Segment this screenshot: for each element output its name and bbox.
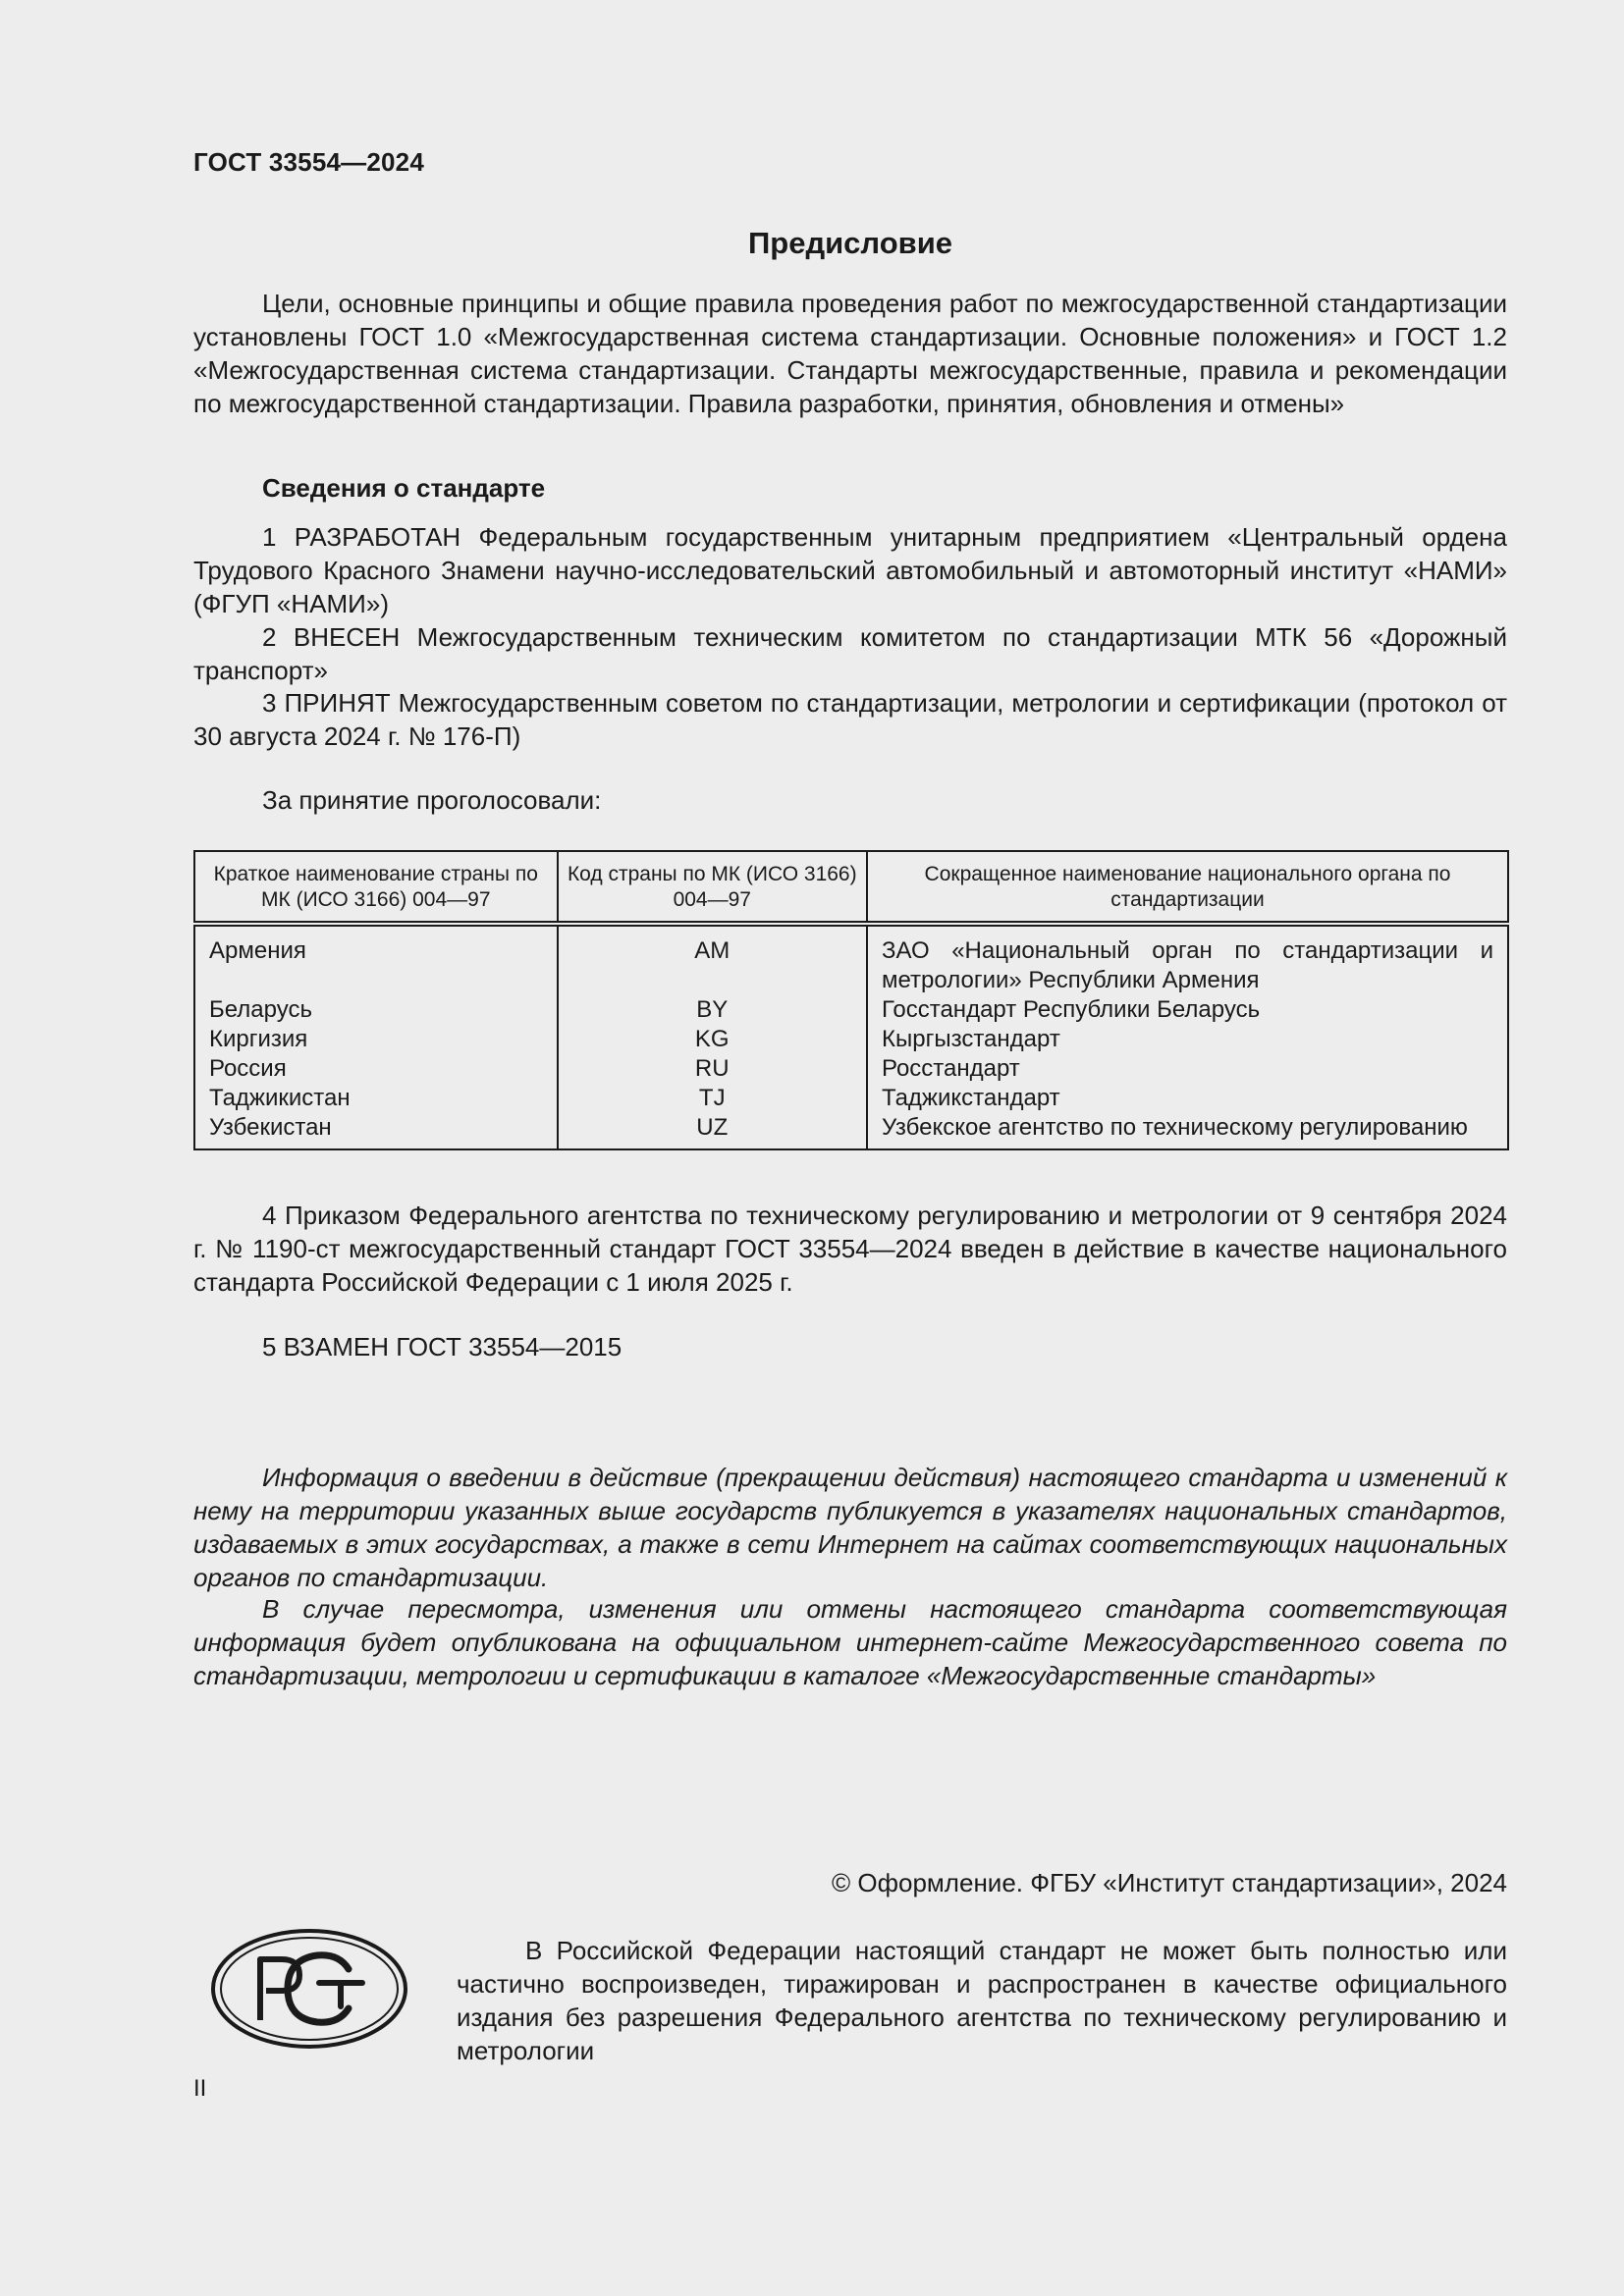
voted-label: За принятие проголосовали: (262, 785, 602, 815)
code-cell: UZ (558, 1113, 867, 1149)
table-row (194, 995, 1508, 1025)
country-cell: Узбекистан (194, 1113, 558, 1149)
page-title: Предисловие (747, 226, 952, 260)
country-cell: Киргизия (194, 1025, 558, 1054)
organization-cell: Госстандарт Республики Беларусь (882, 996, 1261, 1023)
table-row (194, 1113, 1508, 1149)
revision-notice: В случае пересмотра, изменения или отмены настоящего стандарта соответствующая информация будет опубликована на официальном интернет-сайте Межгосударственного совета по стандартизации, метрологии и сертификации в каталоге «Межгосударственные стандарты» (193, 1594, 1507, 1690)
info-item-1: 1 РАЗРАБОТАН Федеральным государственным унитарным предприятием «Центральный ордена Трудового Красного Знамени научно-исследовательский автомобильный и автомоторный институт «НАМИ» (ФГУП «НАМИ») (193, 522, 1507, 618)
info-item-5: 5 ВЗАМЕН ГОСТ 33554—2015 (262, 1332, 623, 1362)
organization-cell: Кыргызстандарт (882, 1026, 1060, 1052)
table-row (194, 1084, 1508, 1113)
organization-cell: Росстандарт (882, 1055, 1020, 1082)
column-header-code: Код страны по МК (ИСО 3166) 004—97 (558, 851, 867, 924)
organization-line: ЗАО «Национальный орган по стандартизации и (882, 937, 1493, 964)
column-header-country: Краткое наименование страны по МК (ИСО 3166) 004—97 (194, 851, 558, 924)
page-number: II (193, 2075, 207, 2102)
table-header-row (194, 851, 1508, 924)
publication-notice: Информация о введении в действие (прекращении действия) настоящего стандарта и изменений к нему на территории указанных выше государств публикуется в указателях национальных стандартов, издаваемых в этих государствах, а также в сети Интернет на сайтах соответствующих национальных органов по стандартизации. (193, 1463, 1507, 1592)
info-item-2: 2 ВНЕСЕН Межгосударственным техническим комитетом по стандартизации МТК 56 «Дорожный транспорт» (193, 622, 1507, 685)
column-header-organization: Сокращенное наименование национального органа по стандартизации (867, 851, 1508, 924)
rst-certification-logo-icon (209, 1926, 409, 2052)
info-item-4: 4 Приказом Федерального агентства по техническому регулированию и метрологии от 9 сентября 2024 г. № 1190-ст межгосударственный стандарт ГОСТ 33554—2024 введен в действие в качестве национального стандарта Российской Федерации с 1 июля 2025 г. (193, 1201, 1507, 1297)
copyright-line: © Оформление. ФГБУ «Институт стандартизации», 2024 (832, 1868, 1507, 1897)
standard-info-heading: Сведения о стандарте (262, 473, 546, 503)
country-cell: Россия (194, 1054, 558, 1084)
rights-notice: В Российской Федерации настоящий стандарт не может быть полностью или частично воспроизведен, тиражирован и распространен в качестве официального издания без разрешения Федерального агентства по техническому регулированию и метрологии (457, 1936, 1507, 2065)
code-cell: RU (558, 1054, 867, 1084)
intro-paragraph: Цели, основные принципы и общие правила проведения работ по межгосударственной стандартизации установлены ГОСТ 1.0 «Межгосударственная система стандартизации. Основные положения» и ГОСТ 1.2 «Межгосударственная система стандартизации. Стандарты межгосударственные, правила и рекомендации по межгосударственной стандартизации. Правила разработки, принятия, обновления и отмены» (193, 289, 1507, 418)
organization-cell: Таджикстандарт (882, 1085, 1060, 1111)
info-item-3: 3 ПРИНЯТ Межгосударственным советом по стандартизации, метрологии и сертификации (протокол от 30 августа 2024 г. № 176-П) (193, 688, 1507, 751)
organization-cell: Узбекское агентство по техническому регулированию (882, 1114, 1468, 1141)
country-cell: Армения (194, 924, 558, 995)
country-cell: Таджикистан (194, 1084, 558, 1113)
document-code-header: ГОСТ 33554—2024 (193, 147, 424, 177)
code-cell: BY (558, 995, 867, 1025)
organization-line: метрологии» Республики Армения (882, 967, 1260, 993)
table-row (194, 1054, 1508, 1084)
voting-table (193, 850, 1509, 1150)
table-row (194, 1025, 1508, 1054)
code-cell: AM (558, 924, 867, 995)
organization-cell (867, 924, 1508, 995)
code-cell: TJ (558, 1084, 867, 1113)
code-cell: KG (558, 1025, 867, 1054)
table-row (194, 924, 1508, 995)
country-cell: Беларусь (194, 995, 558, 1025)
